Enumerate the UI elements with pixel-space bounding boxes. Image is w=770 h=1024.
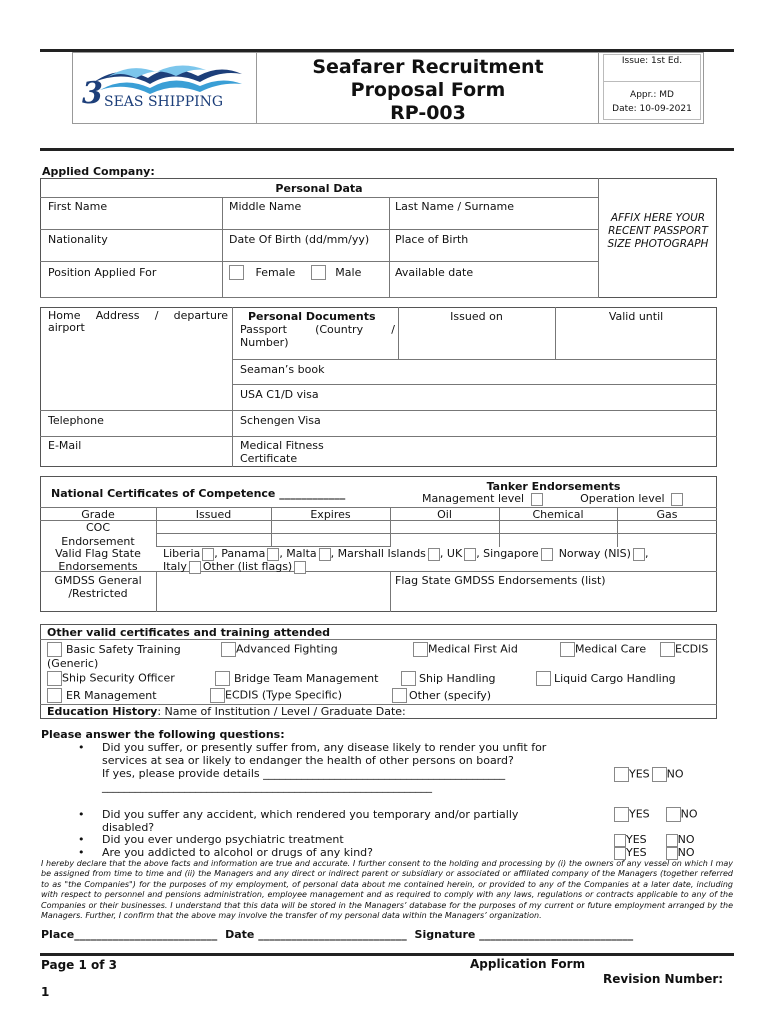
dob-field[interactable]: Date Of Birth (dd/mm/yy) bbox=[229, 233, 370, 246]
valid-flag-label: Valid Flag State Endorsements bbox=[55, 547, 141, 573]
medical-first-aid-option: Medical First Aid bbox=[413, 642, 518, 657]
ship-handling-checkbox[interactable] bbox=[401, 671, 416, 686]
tanker-endorsements-heading: Tanker Endorsements bbox=[486, 480, 621, 493]
question-1: Did you suffer, or presently suffer from, any disease likely to render you unfit for services at sea or likely to endanger the health of other persons on board? If yes, please provide details ____________________________________________ ____________________________________________________________ bbox=[102, 741, 547, 793]
q2-no-checkbox[interactable] bbox=[666, 807, 681, 822]
declaration-text: I hereby declare that the above facts and information are true and accurate. I further consent to the holding and processing by (i) the owners of any vessel on which I may be assigned from time to time and (ii) the Managers and any direct or indirect parent or subsidiary or associated or affiliated company of the Managers (together referred to as "the Companies") for the purposes of my employment, of personal data about me contained herein, or provided to any of the Companies at a later date, including with respect to personnel and pensions administration, employee management and as required to comply with any laws, regulations or contracts applicable to any of the Companies or their businesses. I understand that this data will be stored in the Managers’ database for the purposes of my current or future employment arranged by the Managers. Further, I confirm that the above may involve the transfer of my personal data within the Managers’ organization. bbox=[41, 859, 733, 921]
telephone-field[interactable]: Telephone bbox=[48, 414, 104, 427]
passport-field[interactable]: Passport (Country / Number) bbox=[240, 323, 395, 349]
issued-on-header: Issued on bbox=[450, 310, 503, 323]
national-certificates-heading: National Certificates of Competence ____________ bbox=[51, 487, 346, 500]
second-rule bbox=[40, 148, 734, 151]
schengen-field[interactable]: Schengen Visa bbox=[240, 414, 321, 427]
issue-block bbox=[603, 54, 701, 120]
management-level-option: Management level Operation level bbox=[422, 492, 683, 506]
liberia-checkbox[interactable] bbox=[202, 548, 214, 561]
ecdis-type-option: ECDIS (Type Specific) bbox=[210, 688, 342, 703]
basic-safety-option: Basic Safety Training bbox=[47, 642, 181, 657]
liquid-cargo-checkbox[interactable] bbox=[536, 671, 551, 686]
medical-care-option: Medical Care bbox=[560, 642, 646, 657]
flag-states-row-2: Italy Other (list flags) bbox=[163, 560, 306, 574]
er-management-checkbox[interactable] bbox=[47, 688, 62, 703]
logo-number: 3 bbox=[82, 76, 103, 111]
first-name-field[interactable]: First Name bbox=[48, 200, 108, 213]
uk-checkbox[interactable] bbox=[464, 548, 476, 561]
usa-visa-field[interactable]: USA C1/D visa bbox=[240, 388, 319, 401]
q3-no-checkbox[interactable] bbox=[666, 834, 678, 847]
ship-handling-option: Ship Handling bbox=[401, 671, 496, 686]
ship-security-option: Ship Security Officer bbox=[47, 671, 175, 686]
management-level-checkbox[interactable] bbox=[531, 493, 543, 506]
home-address-field[interactable]: Home Address / departure airport bbox=[48, 309, 228, 334]
male-checkbox[interactable] bbox=[311, 265, 326, 280]
malta-checkbox[interactable] bbox=[319, 548, 331, 561]
date-text: Date: 10-09-2021 bbox=[612, 104, 692, 114]
approved-text: Appr.: MD bbox=[630, 90, 674, 100]
basic-safety-checkbox[interactable] bbox=[47, 642, 62, 657]
gender-group: Female Male bbox=[229, 265, 361, 280]
available-date-field[interactable]: Available date bbox=[395, 266, 474, 279]
company-logo bbox=[80, 58, 250, 118]
q1-yes-checkbox[interactable] bbox=[614, 767, 629, 782]
q1-no-checkbox[interactable] bbox=[652, 767, 667, 782]
personal-data-heading: Personal Data bbox=[275, 182, 363, 195]
q2-yes-checkbox[interactable] bbox=[614, 807, 629, 822]
ecdis-checkbox[interactable] bbox=[660, 642, 675, 657]
q1-answer: YES NO bbox=[614, 767, 684, 782]
oil-header: Oil bbox=[437, 508, 452, 521]
place-field[interactable]: Place__________________________ bbox=[41, 928, 218, 941]
issued-header: Issued bbox=[195, 508, 232, 521]
date-field[interactable]: Date ___________________________ bbox=[225, 928, 407, 941]
ecdis-type-checkbox[interactable] bbox=[210, 688, 225, 703]
q4-answer: YES NO bbox=[614, 846, 695, 860]
application-form-label: Application Form bbox=[470, 957, 586, 971]
panama-checkbox[interactable] bbox=[267, 548, 279, 561]
coc-label: COC bbox=[85, 521, 111, 534]
other-training-option: Other (specify) bbox=[392, 688, 491, 703]
medical-fitness-field[interactable]: Medical Fitness Certificate bbox=[240, 439, 324, 465]
generic-label: (Generic) bbox=[47, 657, 99, 670]
footer-rule bbox=[40, 953, 734, 956]
logo-text: SEAS SHIPPING bbox=[104, 94, 224, 110]
operation-level-checkbox[interactable] bbox=[671, 493, 683, 506]
personal-documents-heading: Personal Documents bbox=[248, 310, 376, 323]
marshall-checkbox[interactable] bbox=[428, 548, 440, 561]
advanced-fighting-option: Advanced Fighting bbox=[221, 642, 338, 657]
gas-header: Gas bbox=[656, 508, 678, 521]
seamans-book-field[interactable]: Seaman’s book bbox=[240, 363, 325, 376]
education-history-field[interactable]: Education History: Name of Institution / Level / Graduate Date: bbox=[47, 705, 406, 718]
applied-company-label: Applied Company: bbox=[42, 165, 155, 178]
photo-box[interactable]: AFFIX HERE YOUR RECENT PASSPORT SIZE PHOTOGRAPH bbox=[607, 212, 709, 250]
signature-field[interactable]: Signature ____________________________ bbox=[414, 928, 634, 941]
flag-states-row: Liberia , Panama , Malta , Marshall Islands , UK , Singapore Norway (NIS) , bbox=[163, 547, 649, 560]
last-name-field[interactable]: Last Name / Surname bbox=[395, 200, 515, 213]
norway-checkbox[interactable] bbox=[633, 548, 645, 561]
q4-no-checkbox[interactable] bbox=[666, 847, 678, 860]
pob-field[interactable]: Place of Birth bbox=[395, 233, 469, 246]
revision-number-label: Revision Number: bbox=[603, 972, 724, 986]
medical-care-checkbox[interactable] bbox=[560, 642, 575, 657]
question-3: Did you ever undergo psychiatric treatment bbox=[102, 833, 344, 846]
grade-header: Grade bbox=[81, 508, 115, 521]
nationality-field[interactable]: Nationality bbox=[48, 233, 108, 246]
endorsement-label: Endorsement bbox=[61, 535, 135, 548]
italy-checkbox[interactable] bbox=[189, 561, 201, 574]
liquid-cargo-option: Liquid Cargo Handling bbox=[536, 671, 676, 686]
bridge-team-option: Bridge Team Management bbox=[215, 671, 378, 686]
expires-header: Expires bbox=[310, 508, 351, 521]
chemical-header: Chemical bbox=[532, 508, 584, 521]
medical-first-aid-checkbox[interactable] bbox=[413, 642, 428, 657]
other-training-checkbox[interactable] bbox=[392, 688, 407, 703]
questions-heading: Please answer the following questions: bbox=[41, 728, 285, 741]
advanced-fighting-checkbox[interactable] bbox=[221, 642, 236, 657]
q2-answer: YES NO bbox=[614, 807, 698, 822]
valid-until-header: Valid until bbox=[608, 310, 664, 323]
gmdss-label: GMDSS General /Restricted bbox=[54, 574, 142, 600]
bridge-team-checkbox[interactable] bbox=[215, 671, 230, 686]
singapore-checkbox[interactable] bbox=[541, 548, 553, 561]
other-flags-checkbox[interactable] bbox=[294, 561, 306, 574]
question-4: Are you addicted to alcohol or drugs of any kind? bbox=[102, 846, 373, 859]
ship-security-checkbox[interactable] bbox=[47, 671, 62, 686]
position-field[interactable]: Position Applied For bbox=[48, 266, 157, 279]
bullet: • bbox=[78, 741, 85, 754]
er-management-option: ER Management bbox=[47, 688, 157, 703]
signature-row bbox=[41, 928, 633, 941]
issue-text: Issue: 1st Ed. bbox=[621, 56, 683, 66]
training-heading: Other valid certificates and training attended bbox=[47, 626, 331, 639]
q4-yes-checkbox[interactable] bbox=[614, 847, 626, 860]
middle-name-field[interactable]: Middle Name bbox=[229, 200, 302, 213]
email-field[interactable]: E-Mail bbox=[48, 439, 82, 452]
ecdis-option: ECDIS bbox=[660, 642, 708, 657]
flag-gmdss-field[interactable]: Flag State GMDSS Endorsements (list) bbox=[395, 574, 606, 587]
page-indicator: Page 1 of 3 bbox=[41, 958, 117, 972]
form-title: Seafarer Recruitment Proposal Form RP-003 bbox=[312, 56, 544, 124]
q3-yes-checkbox[interactable] bbox=[614, 834, 626, 847]
q3-answer: YES NO bbox=[614, 833, 695, 847]
female-checkbox[interactable] bbox=[229, 265, 244, 280]
page-number: 1 bbox=[41, 985, 50, 999]
question-2: Did you suffer any accident, which rendered you temporary and/or partially disabled? bbox=[102, 808, 519, 834]
